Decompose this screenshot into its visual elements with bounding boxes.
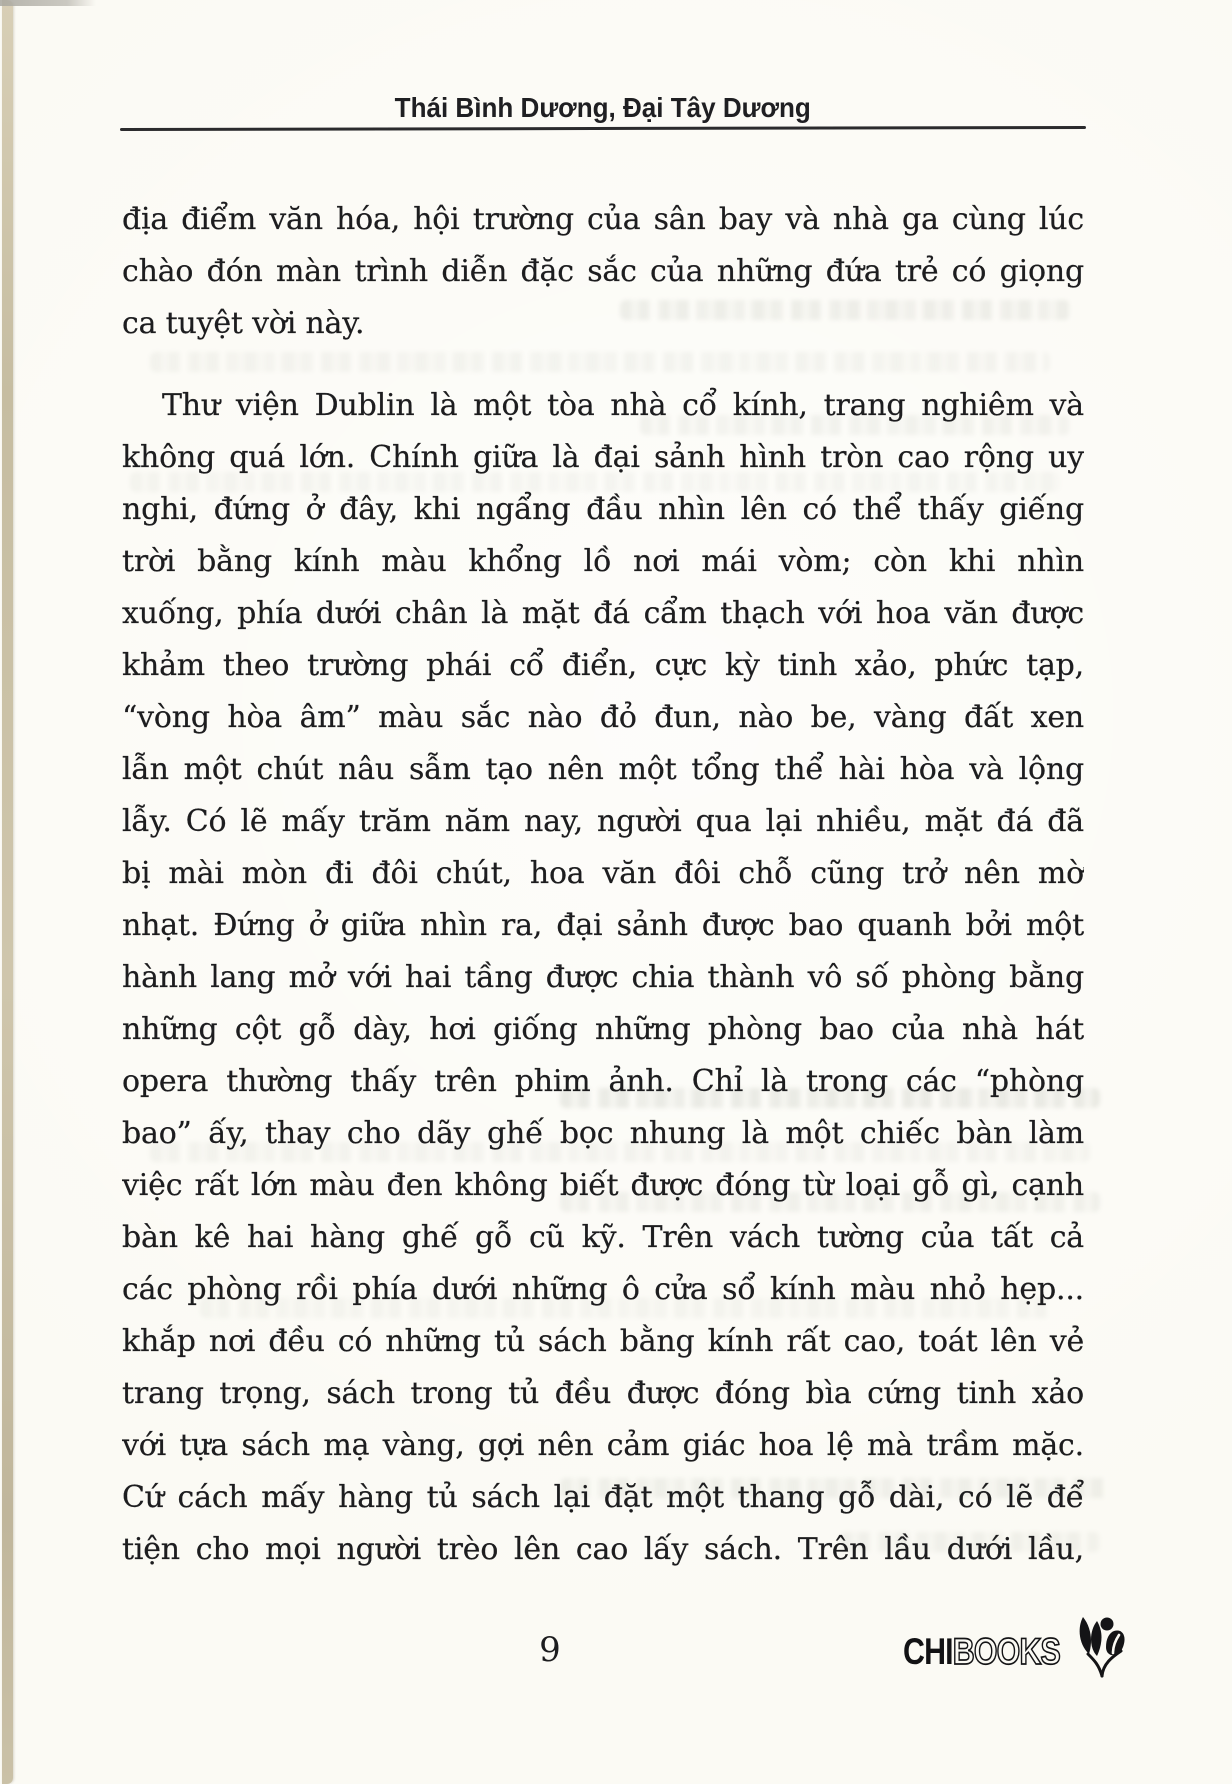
text-line: tiện cho mọi người trèo lên cao lấy sách. Trên lầu dưới lầu, — [122, 1532, 1084, 1567]
text-line: trời bằng kính màu khổng lồ nơi mái vòm; còn khi nhìn — [122, 544, 1084, 579]
text-line: bao” ấy, thay cho dãy ghế bọc nhung là một chiếc bàn làm — [122, 1116, 1084, 1151]
text-line: nhạt. Đứng ở giữa nhìn ra, đại sảnh được bao quanh bởi một — [122, 908, 1084, 943]
text-line: không quá lớn. Chính giữa là đại sảnh hình tròn cao rộng uy — [122, 440, 1084, 475]
publisher-logo — [903, 1620, 1130, 1684]
text-line: các phòng rồi phía dưới những ô cửa sổ kính màu nhỏ hẹp... — [122, 1272, 1084, 1307]
text-line: khảm theo trường phái cổ điển, cực kỳ tinh xảo, phức tạp, — [122, 648, 1084, 683]
text-line: khắp nơi đều có những tủ sách bằng kính rất cao, toát lên vẻ — [122, 1324, 1084, 1359]
text-line: bị mài mòn đi đôi chút, hoa văn đôi chỗ cũng trở nên mờ — [122, 856, 1084, 891]
text-line: lẫy. Có lẽ mấy trăm năm nay, người qua lại nhiều, mặt đá đã — [122, 804, 1084, 839]
running-header — [122, 92, 1084, 124]
text-line: những cột gỗ dày, hơi giống những phòng bao của nhà hát — [122, 1012, 1084, 1047]
text-line: việc rất lớn màu đen không biết được đóng từ loại gỗ gì, cạnh — [122, 1168, 1084, 1203]
text-line: Thư viện Dublin là một tòa nhà cổ kính, trang nghiêm và — [162, 388, 1084, 423]
text-line: với tựa sách mạ vàng, gợi nên cảm giác hoa lệ mà trầm mặc. — [122, 1428, 1084, 1463]
binding-edge-strip — [2, 0, 13, 1784]
running-header-title: Thái Bình Dương, Đại Tây Dương — [394, 92, 812, 123]
paragraph — [122, 380, 1084, 1576]
header-rule — [120, 126, 1086, 131]
text-line: Cứ cách mấy hàng tủ sách lại đặt một thang gỗ dài, có lẽ để — [122, 1480, 1084, 1515]
text-line: lẫn một chút nâu sẫm tạo nên một tổng thể hài hòa và lộng — [122, 752, 1084, 787]
text-line: “vòng hòa âm” màu sắc nào đỏ đun, nào be, vàng đất xen — [122, 700, 1084, 735]
book-figure-flourish-icon — [1072, 1614, 1130, 1678]
text-line: opera thường thấy trên phim ảnh. Chỉ là trong các “phòng — [122, 1064, 1084, 1099]
page-number: 9 — [539, 1630, 561, 1670]
text-line: bàn kê hai hàng ghế gỗ cũ kỹ. Trên vách tường của tất cả — [122, 1220, 1084, 1255]
publisher-name-outline: BOOKS — [952, 1631, 1060, 1672]
scan-corner-artifact — [0, 0, 96, 6]
publisher-wordmark — [903, 1631, 1060, 1673]
text-line: hành lang mở với hai tầng được chia thành vô số phòng bằng — [122, 960, 1084, 995]
text-line: xuống, phía dưới chân là mặt đá cẩm thạch với hoa văn được — [122, 596, 1084, 631]
paragraph — [122, 194, 1084, 350]
publisher-name-bold: CHI — [903, 1631, 953, 1672]
text-line: ca tuyệt vời này. — [122, 306, 365, 341]
text-line: nghi, đứng ở đây, khi ngẩng đầu nhìn lên có thể thấy giếng — [122, 492, 1084, 527]
text-line: chào đón màn trình diễn đặc sắc của những đứa trẻ có giọng — [122, 254, 1084, 289]
text-line: địa điểm văn hóa, hội trường của sân bay và nhà ga cùng lúc — [122, 202, 1084, 237]
text-line: trang trọng, sách trong tủ đều được đóng bìa cứng tinh xảo — [122, 1376, 1084, 1411]
body-text — [122, 194, 1084, 1576]
